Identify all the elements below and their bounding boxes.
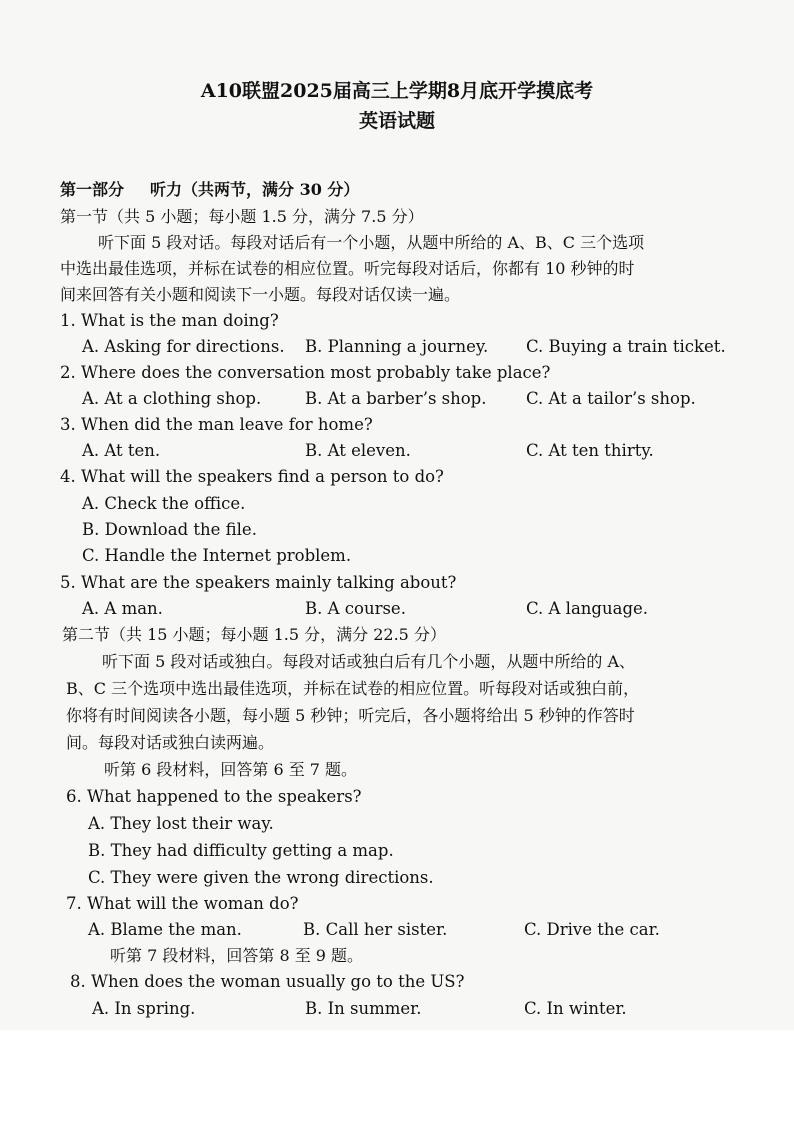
option-c: C. At ten thirty. (526, 441, 654, 460)
section1-instruction-line: 间来回答有关小题和阅读下一小题。每段对话仅读一遍。 (60, 285, 461, 304)
option-a: A. Check the office. (82, 494, 246, 513)
material-note: 听第 6 段材料，回答第 6 至 7 题。 (104, 760, 358, 779)
option-a: A. A man. (82, 599, 163, 618)
material-note: 听第 7 段材料，回答第 8 至 9 题。 (110, 946, 364, 965)
option-c: C. In winter. (524, 999, 627, 1018)
option-b: B. At a barber’s shop. (305, 389, 487, 408)
section1-instruction-line: 中选出最佳选项，并标在试卷的相应位置。听完每段对话后，你都有 10 秒钟的时 (60, 259, 635, 278)
exam-title: A10联盟2025届高三上学期8月底开学摸底考 (200, 80, 594, 102)
option-a: A. Asking for directions. (82, 337, 285, 356)
option-b: B. A course. (305, 599, 406, 618)
section2-instruction-line: 间。每段对话或独白读两遍。 (66, 733, 275, 752)
option-b: B. Download the file. (82, 520, 257, 539)
option-a: A. At a clothing shop. (82, 389, 262, 408)
question-stem: 1. What is the man doing? (60, 311, 279, 330)
section2-heading: 第二节（共 15 小题；每小题 1.5 分，满分 22.5 分） (62, 625, 446, 644)
option-c: C. They were given the wrong directions. (88, 868, 434, 887)
option-c: C. Buying a train ticket. (526, 337, 726, 356)
option-a: A. At ten. (82, 441, 161, 460)
section2-instruction-line: B、C 三个选项中选出最佳选项，并标在试卷的相应位置。听每段对话或独白前， (66, 679, 640, 698)
option-c: C. A language. (526, 599, 649, 618)
option-b: B. Call her sister. (303, 920, 448, 939)
question-stem: 2. Where does the conversation most probably take place? (60, 363, 551, 382)
question-stem: 5. What are the speakers mainly talking about? (60, 573, 457, 592)
question-stem: 7. What will the woman do? (66, 894, 299, 913)
question-stem: 4. What will the speakers find a person to do? (60, 467, 444, 486)
part1-heading-rest: 听力（共两节，满分 30 分） (150, 180, 360, 199)
option-b: B. In summer. (305, 999, 422, 1018)
option-a: A. They lost their way. (88, 814, 274, 833)
option-b: B. Planning a journey. (305, 337, 489, 356)
section1-heading: 第一节（共 5 小题；每小题 1.5 分，满分 7.5 分） (60, 207, 424, 226)
section1-instruction-line: 听下面 5 段对话。每段对话后有一个小题，从题中所给的 A、B、C 三个选项 (98, 233, 645, 252)
question-stem: 3. When did the man leave for home? (60, 415, 373, 434)
option-b: B. They had difficulty getting a map. (88, 841, 394, 860)
option-c: C. Drive the car. (524, 920, 660, 939)
question-stem: 6. What happened to the speakers? (66, 787, 362, 806)
option-b: B. At eleven. (305, 441, 411, 460)
question-stem: 8. When does the woman usually go to the US? (70, 972, 465, 991)
option-a: A. Blame the man. (88, 920, 242, 939)
section2-instruction-line: 听下面 5 段对话或独白。每段对话或独白后有几个小题，从题中所给的 A、 (102, 652, 635, 671)
option-c: C. Handle the Internet problem. (82, 546, 352, 565)
part1-label: 第一部分 (60, 180, 125, 199)
option-a: A. In spring. (92, 999, 196, 1018)
option-c: C. At a tailor’s shop. (526, 389, 696, 408)
section2-instruction-line: 你将有时间阅读各小题，每小题 5 秒钟；听完后，各小题将给出 5 秒钟的作答时 (66, 706, 635, 725)
part1-heading (60, 180, 359, 200)
exam-subject: 英语试题 (358, 110, 435, 132)
